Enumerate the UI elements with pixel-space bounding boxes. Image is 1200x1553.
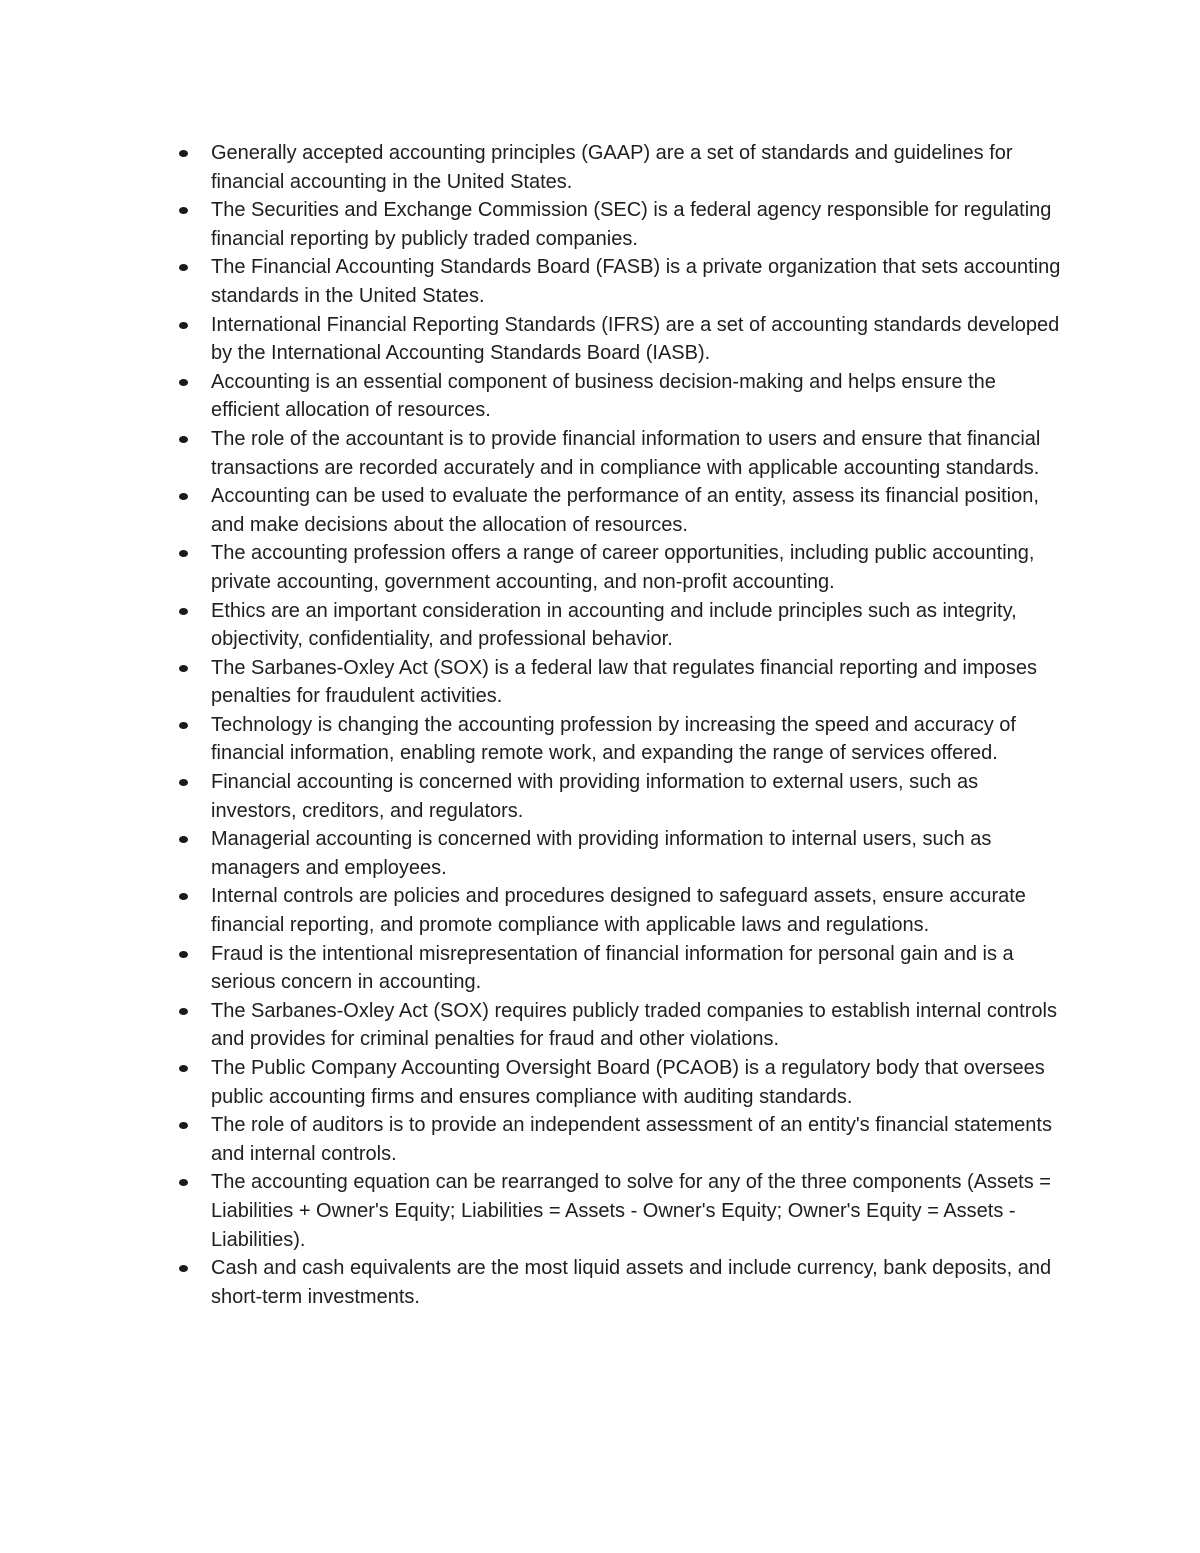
list-item [168, 1054, 1068, 1111]
bullet-icon [179, 150, 188, 157]
bullet-icon [179, 1008, 188, 1015]
list-item-text: Internal controls are policies and procedures designed to safeguard assets, ensure accurate financial reporting, and promote compliance with applicable laws and regulations. [211, 885, 1026, 937]
list-item [168, 1168, 1068, 1254]
list-item-text: Accounting is an essential component of business decision-making and helps ensure the efficient allocation of resources. [211, 370, 996, 422]
bullet-icon [179, 836, 188, 843]
list-item [168, 139, 1068, 196]
bullet-icon [179, 493, 188, 500]
list-item [168, 482, 1068, 539]
bullet-icon [179, 665, 188, 672]
bullet-icon [179, 722, 188, 729]
list-item [168, 311, 1068, 368]
list-item [168, 1111, 1068, 1168]
list-item [168, 253, 1068, 310]
list-item [168, 940, 1068, 997]
list-item [168, 654, 1068, 711]
list-item-text: The Sarbanes-Oxley Act (SOX) requires publicly traded companies to establish internal controls and provides for criminal penalties for fraud and other violations. [211, 999, 1057, 1051]
list-item [168, 825, 1068, 882]
list-item-text: The accounting profession offers a range of career opportunities, including public accounting, private accounting, government accounting, and non-profit accounting. [211, 542, 1035, 593]
bullet-list [168, 139, 1068, 1311]
bullet-icon [179, 1179, 188, 1186]
bullet-icon [179, 322, 188, 329]
list-item-text: Cash and cash equivalents are the most liquid assets and include currency, bank deposits, and short-term investments. [211, 1257, 1052, 1308]
list-item [168, 425, 1068, 482]
bullet-icon [179, 608, 188, 615]
list-item [168, 1254, 1068, 1311]
list-item [168, 368, 1068, 425]
bullet-icon [179, 893, 188, 900]
list-item-text: The role of auditors is to provide an independent assessment of an entity's financial statements and internal controls. [211, 1114, 1052, 1165]
bullet-icon [179, 1065, 188, 1072]
list-item-text: Technology is changing the accounting profession by increasing the speed and accuracy of financial information, enabling remote work, and expanding the range of services offered. [211, 713, 1016, 765]
bullet-icon [179, 779, 188, 786]
list-item [168, 882, 1068, 939]
bullet-icon [179, 550, 188, 557]
list-item [168, 997, 1068, 1054]
list-item-text: The role of the accountant is to provide financial information to users and ensure that financial transactions are recorded accurately and in compliance with applicable accounting standards. [211, 427, 1041, 479]
bullet-icon [179, 1122, 188, 1129]
bullet-icon [179, 264, 188, 271]
list-item [168, 597, 1068, 654]
bullet-icon [179, 1265, 188, 1272]
list-item-text: Fraud is the intentional misrepresentation of financial information for personal gain and is a serious concern in accounting. [211, 942, 1014, 994]
list-item-text: Accounting can be used to evaluate the performance of an entity, assess its financial position, and make decisions about the allocation of resources. [211, 485, 1039, 536]
bullet-icon [179, 379, 188, 386]
list-item-text: International Financial Reporting Standards (IFRS) are a set of accounting standards developed by the International Accounting Standards Board (IASB). [211, 313, 1060, 365]
list-item-text: Generally accepted accounting principles (GAAP) are a set of standards and guidelines for financial accounting in the United States. [211, 142, 1013, 193]
list-item-text: The Financial Accounting Standards Board (FASB) is a private organization that sets accounting standards in the United States. [211, 256, 1061, 307]
list-item [168, 768, 1068, 825]
list-item-text: The accounting equation can be rearranged to solve for any of the three components (Assets = Liabilities + Owner's Equity; Liabilities = Assets - Owner's Equity; Owner's Equity = Assets - Liabilities). [211, 1171, 1051, 1251]
list-item-text: The Sarbanes-Oxley Act (SOX) is a federal law that regulates financial reporting and imposes penalties for fraudulent activities. [211, 656, 1037, 708]
bullet-icon [179, 207, 188, 214]
list-item-text: Financial accounting is concerned with providing information to external users, such as investors, creditors, and regulators. [211, 771, 979, 822]
list-item [168, 711, 1068, 768]
list-item-text: The Securities and Exchange Commission (SEC) is a federal agency responsible for regulating financial reporting by publicly traded companies. [211, 199, 1052, 250]
list-item-text: Managerial accounting is concerned with providing information to internal users, such as managers and employees. [211, 828, 992, 879]
list-item-text: Ethics are an important consideration in accounting and include principles such as integrity, objectivity, confidentiality, and professional behavior. [211, 599, 1017, 651]
bullet-icon [179, 436, 188, 443]
list-item [168, 196, 1068, 253]
list-item-text: The Public Company Accounting Oversight Board (PCAOB) is a regulatory body that oversees public accounting firms and ensures compliance with auditing standards. [211, 1057, 1045, 1108]
list-item [168, 539, 1068, 596]
bullet-icon [179, 951, 188, 958]
